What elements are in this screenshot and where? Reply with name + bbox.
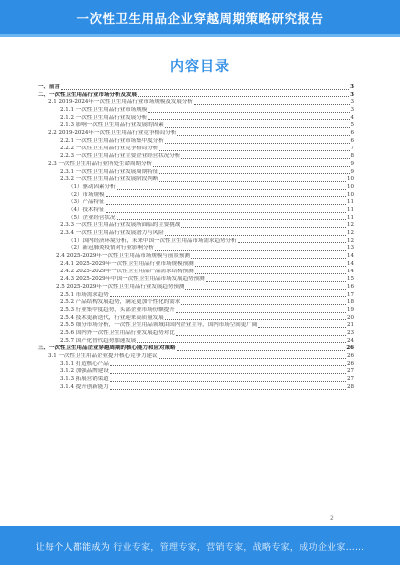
toc-entry[interactable]: [38, 315, 354, 323]
toc-leader-dots: [155, 250, 346, 251]
toc-entry-page: 9: [350, 168, 354, 175]
toc-leader-dots: [148, 119, 349, 120]
toc-leader-dots: [106, 196, 347, 197]
toc-entry[interactable]: [38, 276, 354, 284]
toc-entry[interactable]: [38, 222, 354, 230]
toc-entry[interactable]: [38, 192, 354, 200]
toc-entry-page: 7: [350, 145, 354, 152]
toc-entry[interactable]: [38, 130, 354, 138]
toc-leader-dots: [165, 235, 346, 236]
toc-entry-label: 2.1.1 一次性卫生用品行业市场规模: [60, 107, 148, 114]
toc-entry-page: 5: [350, 122, 354, 129]
toc-entry-label: 2.4.1 2025-2029年一次性卫生用品行业市场规模预测: [60, 260, 194, 267]
toc-entry-label: 2.2.2 一次性卫生用品行业竞争格局分析: [60, 145, 159, 152]
toc-entry-page: 11: [347, 199, 354, 206]
toc-entry[interactable]: [38, 261, 354, 269]
toc-entry-label: 3.1.3 拓展营销渠道: [60, 376, 109, 383]
toc-leader-dots: [165, 143, 350, 144]
toc-entry-label: 2.5.7 国产化替代趋势加速发展: [60, 337, 137, 344]
toc-leader-dots: [148, 112, 349, 113]
toc-entry-label: 3.1.1 打造核心产品: [60, 360, 109, 367]
toc-entry[interactable]: [38, 215, 354, 223]
toc-leader-dots: [110, 381, 346, 382]
toc-entry-page: 19: [347, 306, 354, 313]
toc-entry-page: 26: [347, 360, 354, 367]
toc-entry[interactable]: [38, 176, 354, 184]
toc-entry-label: 2.4.3 2025-2029年中国一次性卫生用品市场发展趋势预测: [60, 276, 205, 283]
toc-leader-dots: [177, 350, 346, 351]
toc-entry-label: （4）技术特征: [68, 207, 105, 213]
toc-leader-dots: [181, 158, 349, 159]
toc-entry[interactable]: [38, 153, 354, 161]
toc-entry-page: 28: [347, 383, 354, 390]
toc-leader-dots: [138, 96, 349, 97]
toc-entry-label: （2）市场规模: [68, 191, 105, 198]
toc-entry[interactable]: [38, 376, 354, 384]
toc-leader-dots: [159, 181, 346, 182]
toc-entry-label: 2.5 2025-2029年一次性卫生用品行业发展趋势预测: [56, 283, 185, 290]
toc-entry-label: 3.1 一次性卫生用品企业提升核心竞争力建议: [48, 353, 158, 360]
toc-entry[interactable]: [38, 292, 354, 300]
toc-entry-page: 10: [347, 183, 354, 190]
toc-heading: 内容目录: [170, 59, 230, 75]
toc-entry-label: （5）企业经营状况: [68, 214, 116, 221]
toc-entry[interactable]: [38, 330, 354, 338]
report-title: 一次性卫生用品企业穿越周期策略研究报告: [76, 11, 324, 26]
toc-entry-page: 3: [350, 91, 354, 98]
toc-leader-dots: [176, 335, 346, 336]
toc-leader-dots: [159, 358, 347, 359]
toc-entry[interactable]: [38, 307, 354, 315]
toc-entry-label: 2.2 2019-2024年一次性卫生用品行业竞争格局分析: [48, 130, 177, 137]
toc-entry[interactable]: [38, 115, 354, 123]
toc-leader-dots: [181, 304, 346, 305]
toc-entry-page: 14: [347, 253, 354, 260]
toc-entry[interactable]: [38, 84, 354, 92]
toc-entry[interactable]: [38, 353, 354, 361]
toc-entry-page: 21: [347, 322, 354, 329]
toc-entry[interactable]: [38, 184, 354, 192]
toc-leader-dots: [191, 258, 346, 259]
toc-entry-page: 23: [347, 330, 354, 336]
toc-entry-label: （3）产品特征: [68, 199, 105, 206]
toc-entry[interactable]: [38, 245, 354, 253]
toc-entry-page: 16: [347, 283, 354, 290]
header-stripe: [0, 34, 400, 37]
toc-leader-dots: [106, 204, 347, 205]
toc-entry-label: 2.3 一次性卫生用品行业所处生命周期分析: [48, 160, 152, 167]
toc-leader-dots: [110, 389, 346, 390]
toc-leader-dots: [181, 227, 346, 228]
footer-slogan: [0, 540, 400, 553]
footer-prefix: 让每个人都能成为: [35, 543, 111, 553]
toc-leader-dots: [195, 266, 346, 267]
toc-leader-dots: [159, 150, 349, 151]
toc-entry-page: 18: [347, 299, 354, 306]
toc-leader-dots: [176, 312, 346, 313]
toc-entry-page: 26: [346, 345, 354, 352]
toc-entry-label: 3.1.4 提升创新能力: [60, 383, 109, 390]
toc-entry-page: 24: [347, 337, 354, 344]
table-of-contents: [38, 84, 354, 392]
toc-leader-dots: [165, 127, 350, 128]
toc-entry-page: 14: [347, 260, 354, 267]
toc-entry-label: 2.2.3 一次性卫生用品行业主要企业经营状况分析: [60, 153, 181, 160]
toc-entry[interactable]: [38, 345, 354, 353]
toc-leader-dots: [110, 365, 346, 366]
toc-entry-label: 2.4 2025-2029年一次性卫生用品市场规模与前景预测: [56, 253, 190, 260]
toc-entry[interactable]: [38, 269, 354, 277]
toc-entry[interactable]: [38, 230, 354, 238]
toc-entry-page: 12: [347, 222, 354, 229]
toc-entry-page: 27: [347, 376, 354, 383]
toc-entry-label: 2.5.3 行业集中度趋势，头部企业市场份额提升: [60, 306, 175, 313]
toc-entry[interactable]: [38, 122, 354, 130]
toc-entry-page: 13: [347, 245, 354, 252]
toc-entry-label: 2.5.1 市场需求趋势: [60, 291, 109, 298]
toc-entry-label: 2.4.2 2025-2029年一次性卫生用品产品需求结构预测: [60, 268, 194, 275]
toc-leader-dots: [159, 173, 349, 174]
toc-entry-page: 8: [350, 153, 354, 160]
toc-entry-label: （1）国内经济环境分析，未来中国一次性卫生用品市场需求趋势分析: [68, 237, 237, 244]
toc-entry[interactable]: [38, 207, 354, 215]
toc-entry-page: 12: [347, 230, 354, 237]
toc-entry-page: 12: [347, 237, 354, 244]
toc-entry-label: 2.3.1 一次性卫生用品行业发展周期特征: [60, 168, 159, 175]
toc-leader-dots: [61, 89, 349, 90]
toc-entry[interactable]: [38, 384, 354, 392]
toc-entry-page: 6: [350, 137, 354, 144]
toc-entry-label: 2.3.2 一次性卫生用品行业发展阶段判断: [60, 176, 159, 183]
toc-leader-dots: [165, 319, 346, 320]
toc-leader-dots: [110, 373, 346, 374]
toc-entry[interactable]: [38, 161, 354, 169]
toc-entry[interactable]: [38, 368, 354, 376]
toc-entry-label: （1）驱动因素分析: [68, 183, 116, 190]
toc-entry-page: 3: [350, 84, 354, 90]
toc-entry-label: 2.2.1 一次性卫生用品行业市场集中度分析: [60, 137, 164, 144]
toc-entry[interactable]: [38, 338, 354, 346]
footer-roles: 行业专家，管理专家，营销专家，战略专家，成功企业家……: [113, 543, 365, 553]
toc-entry-page: 3: [350, 107, 354, 114]
toc-entry-page: 10: [347, 176, 354, 183]
toc-leader-dots: [137, 342, 346, 343]
toc-entry[interactable]: [38, 284, 354, 292]
toc-leader-dots: [177, 135, 349, 136]
toc-entry-label: 3.1.2 加强品牌建设: [60, 368, 109, 375]
toc-entry[interactable]: [38, 146, 354, 154]
toc-entry-page: 15: [347, 276, 354, 283]
toc-leader-dots: [258, 327, 346, 328]
toc-entry[interactable]: [38, 169, 354, 177]
toc-entry-page: 10: [347, 191, 354, 198]
toc-entry[interactable]: [38, 361, 354, 369]
toc-entry-label: 2.1.2 一次性卫生用品行业发展分析: [60, 114, 148, 121]
toc-entry-page: 9: [350, 160, 354, 167]
toc-entry-label: 三、一次性卫生用品企业穿越周期的核心能力和应对策略: [38, 345, 176, 352]
toc-entry-page: 11: [347, 207, 354, 213]
toc-entry[interactable]: [38, 238, 354, 246]
toc-entry-page: 26: [347, 353, 354, 360]
toc-entry-page: 6: [350, 130, 354, 137]
toc-entry[interactable]: [38, 253, 354, 261]
toc-entry-label: 2.5.6 国内外一次性卫生用品行业发展趋势对比: [60, 330, 175, 336]
toc-leader-dots: [117, 189, 347, 190]
toc-leader-dots: [238, 242, 346, 243]
toc-entry-page: 4: [350, 114, 354, 121]
toc-leader-dots: [110, 296, 346, 297]
toc-leader-dots: [206, 281, 346, 282]
toc-entry-label: 2.5.5 细分市场分析，一次性卫生用品领域由国内企业主导，国内市场空间更广阔: [60, 322, 258, 329]
toc-entry[interactable]: [38, 107, 354, 115]
toc-leader-dots: [194, 104, 350, 105]
page-number: 2: [330, 515, 334, 522]
toc-leader-dots: [106, 212, 347, 213]
toc-entry-page: 14: [347, 268, 354, 275]
toc-entry[interactable]: [38, 299, 354, 307]
toc-entry[interactable]: [38, 322, 354, 330]
toc-entry[interactable]: [38, 138, 354, 146]
toc-entry-page: 3: [350, 99, 354, 106]
toc-entry-page: 27: [347, 368, 354, 375]
toc-entry-label: 2.3.3 一次性卫生用品行业发展所面临的主要挑战: [60, 222, 181, 229]
toc-entry-label: 二、一次性卫生用品行业市场分析及发展: [38, 91, 138, 98]
toc-leader-dots: [153, 166, 350, 167]
toc-entry[interactable]: [38, 99, 354, 107]
toc-leader-dots: [195, 273, 346, 274]
toc-entry-label: 2.1.3 影响一次性卫生用品行业发展的因素: [60, 122, 164, 129]
toc-entry[interactable]: [38, 92, 354, 100]
toc-leader-dots: [117, 219, 347, 220]
toc-entry-label: （2）新冠肺炎疫情对行业影响分析: [68, 245, 155, 252]
toc-entry-page: 17: [347, 291, 354, 298]
toc-entry-label: 一、前言: [38, 84, 61, 90]
toc-entry-page: 11: [347, 214, 354, 221]
toc-leader-dots: [185, 289, 346, 290]
toc-entry-page: 20: [347, 314, 354, 321]
toc-entry[interactable]: [38, 199, 354, 207]
toc-entry-label: 2.5.2 产品结构发展趋势，满足更加个性化的需求: [60, 299, 181, 306]
toc-entry-label: 2.3.4 一次性卫生用品行业发展潜力与风险: [60, 230, 164, 237]
toc-entry-label: 2.5.4 技术更新迭代，行业迎来高质量发展: [60, 314, 164, 321]
toc-entry-label: 2.1 2019-2024年一次性卫生用品行业市场规模及发展分析: [48, 99, 193, 106]
